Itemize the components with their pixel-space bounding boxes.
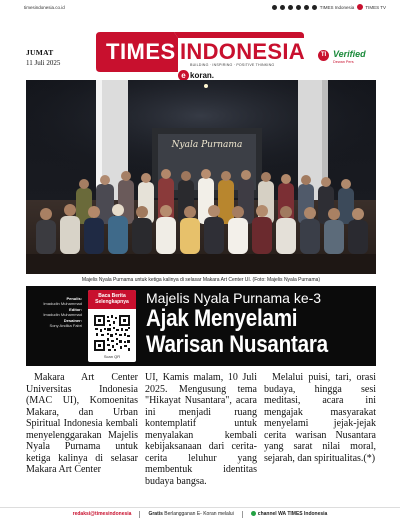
tiktok-icon[interactable] [304,5,309,10]
footer-promo-text: Berlangganan E- Koran [164,511,217,517]
read-more-line1: Baca Berita [98,293,126,299]
issue-date [26,48,60,67]
verified-badge [318,48,382,70]
read-more-header [88,290,136,309]
event-photo [26,80,376,274]
article-body [26,372,376,504]
verified-title: Verified [333,49,366,59]
ekoran-text: koran. [190,71,215,80]
headline-line-1: Ajak Menyelami [146,305,298,332]
photo-caption: Majelis Nyala Purnama untuk ketiga kalinya di selasar Makara Art Center UI. (Foto: Majelis Nyala Purnama) [81,277,321,283]
headline-kicker: Majelis Nyala Purnama ke-3 [146,290,322,306]
verified-ti-icon: TI [318,50,329,61]
event-photo-illustration [26,80,376,274]
footer-channel: channel WA TIMES Indonesia [257,511,328,517]
footer-separator [139,511,140,518]
logo-indonesia-text: INDONESIA [180,39,305,64]
youtube-icon[interactable] [296,5,301,10]
headline-title [146,306,344,358]
credit-writer-label: Penulis: [66,296,82,301]
article-column-1 [26,372,138,504]
credit-editor-name: Imadudin Muhammad [43,312,82,318]
times-tv-link[interactable] [357,4,386,10]
article-column-2 [145,372,257,504]
credit-designer-label: Desainer: [63,317,82,323]
article-paragraph: Makara Art Center Universitas Indonesia (MAC UI), Komoenitas Makara, dan Urban Spiritual Indonesia kembali menyelenggarakan Majelis Nyala Purnama untuk ketiga kalinya di selasar Makara Art Center [26,372,138,475]
ekoran-e-icon: e [178,70,189,81]
article-paragraph: UI, Kamis malam, 10 Juli 2025. Mengusung tema "Hikayat Nusantara", acara ini menjadi ruang kontemplatif untuk menyalakan kembali kebijaksanaan dari cerita-cerita leluhur yang membentuk identitas budaya bangsa. [145,372,257,487]
footer-email[interactable]: redaksi@timesindonesia [72,511,132,517]
times-tv-icon [357,4,363,10]
footer-promo-suffix: melalui [217,511,234,517]
whatsapp-icon [251,511,256,516]
footer-channel-link[interactable] [251,511,328,517]
qr-code-icon[interactable] [93,314,131,352]
logo-tagline: BUILDING · INSPIRING · POSITIVE THINKING [190,63,275,67]
headline-line-2: Warisan Nusantara [146,331,328,358]
issue-day: JUMAT [26,48,54,57]
article-credits [32,296,82,328]
footer-promo [148,511,233,517]
read-more-line2: Selengkapnya [95,299,129,305]
footer [0,508,400,520]
x-icon[interactable] [288,5,293,10]
footer-promo-bold: Gratis [148,511,163,517]
credit-editor-label: Editor: [69,306,82,312]
banner-text: Nyala Purnama [171,140,243,150]
article-column-3 [264,372,376,504]
article-paragraph: Melalui puisi, tari, orasi budaya, hingga sesi meditasi, acara ini mengajak masyarakat menyelami jejak-jejak cerita warisan Nusantara yang sarat nilai moral, sejarah, dan spiritualitas.(*) [264,372,376,464]
social-links [272,4,386,10]
qr-scan-label: Scan QR [103,354,121,359]
credit-designer-name: Sony Andika Fabri [49,323,82,329]
times-indonesia-logo[interactable] [94,30,306,74]
footer-separator [242,511,243,518]
read-more-qr-card[interactable] [88,290,136,362]
brand-handle: TIMES Indonesia [319,4,355,10]
times-tv-label: TIMES TV [365,4,386,10]
credit-writer-name: Imadudin Muhammad [43,301,82,307]
telegram-icon[interactable] [312,5,317,10]
facebook-icon[interactable] [272,5,277,10]
verified-sub: Dewan Pers [333,60,354,64]
masthead [0,14,400,80]
instagram-icon[interactable] [280,5,285,10]
logo-times-text: TIMES [106,39,176,64]
issue-date-text: 11 Juli 2025 [26,59,61,67]
site-url[interactable]: timesindonesia.co.id [24,4,65,10]
top-bar [0,0,400,14]
